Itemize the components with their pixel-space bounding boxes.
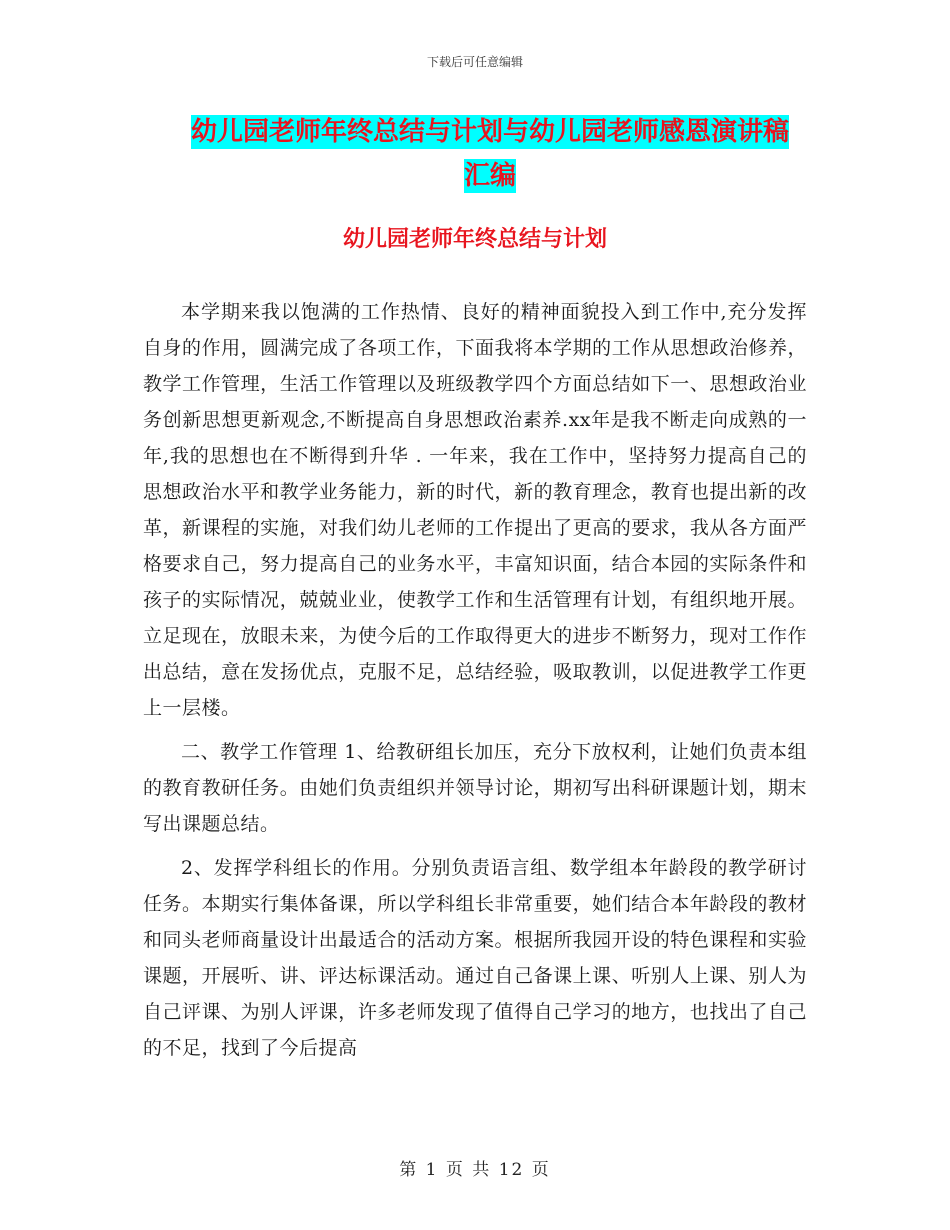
paragraph-2: 二、教学工作管理 1、给教研组长加压，充分下放权利，让她们负责本组的教育教研任务。由她们负责组织并领导讨论，期初写出科研课题计划，期末写出课题总结。 (143, 741, 807, 835)
section-title: 幼儿园老师年终总结与计划 (342, 226, 607, 252)
paragraph-1: 本学期来我以饱满的工作热情、良好的精神面貌投入到工作中,充分发挥自身的作用，圆满完成了各项工作，下面我将本学期的工作从思想政治修养，教学工作管理，生活工作管理以及班级教学四个方面总结如下一、思想政治业务创新思想更新观念,不断提高自身思想政治素养.xx年是我不断走向成熟的一年,我的思想也在不断得到升华 . 一年来，我在工作中，坚持努力提高自己的思想政治水平和教学业务能力，新的时代，新的教育理念，教育也提出新的改革，新课程的实施，对我们幼儿老师的工作提出了更高的要求，我从各方面严格要求自己，努力提高自己的业务水平，丰富知识面，结合本园的实际条件和孩子的实际情况，兢兢业业，使教学工作和生活管理有计划，有组织地开展。立足现在，放眼未来，为使今后的工作取得更大的进步不断努力，现对工作作出总结，意在发扬优点，克服不足，总结经验，吸取教训，以促进教学工作更上一层楼。 (143, 301, 807, 719)
header-note: 下载后可任意编辑 (426, 55, 523, 69)
document-title (140, 110, 840, 198)
document-title-line2: 汇编 (463, 161, 516, 191)
page-number-footer: 第 1 页 共 12 页 (399, 1160, 551, 1180)
paragraph-3: 2、发挥学科组长的作用。分别负责语言组、数学组本年龄段的教学研讨任务。本期实行集体备课，所以学科组长非常重要，她们结合本年龄段的教材和同头老师商量设计出最适合的活动方案。根据所我园开设的特色课程和实验课题，开展听、讲、评达标课活动。通过自己备课上课、听别人上课、别人为自己评课、为别人评课，许多老师发现了值得自己学习的地方，也找出了自己的不足，找到了今后提高 (143, 857, 807, 1059)
document-title-line1: 幼儿园老师年终总结与计划与幼儿园老师感恩演讲稿 (190, 117, 789, 147)
body-text (143, 294, 807, 1074)
